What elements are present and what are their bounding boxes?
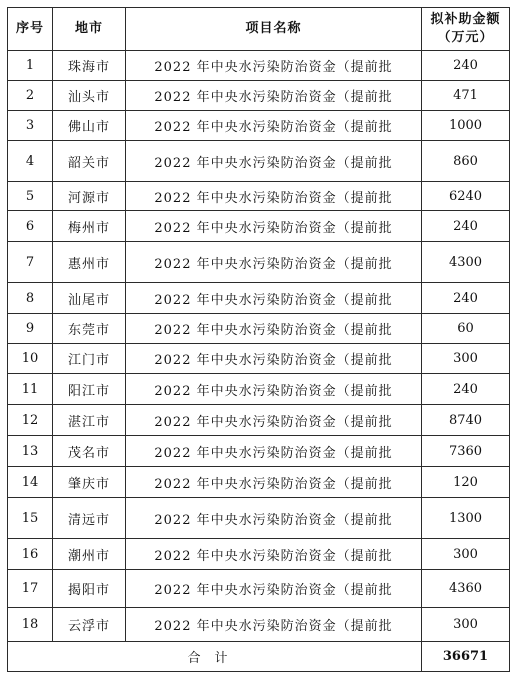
table-row: [8, 436, 510, 467]
row-city: 肇庆市: [53, 467, 126, 498]
row-city: 梅州市: [53, 211, 126, 242]
row-amount: 6240: [422, 182, 510, 211]
table-row: [8, 111, 510, 141]
row-index: 17: [8, 570, 53, 608]
row-index: 13: [8, 436, 53, 467]
row-index: 8: [8, 283, 53, 314]
row-index: 2: [8, 81, 53, 111]
row-index: 1: [8, 51, 53, 81]
row-project: 2022 年中央水污染防治资金（提前批: [126, 111, 422, 141]
row-index: 10: [8, 344, 53, 374]
row-project: 2022 年中央水污染防治资金（提前批: [126, 242, 422, 283]
row-amount: 860: [422, 141, 510, 182]
row-city: 茂名市: [53, 436, 126, 467]
row-index: 16: [8, 539, 53, 570]
table-row: [8, 141, 510, 182]
row-index: 9: [8, 314, 53, 344]
row-index: 3: [8, 111, 53, 141]
row-amount: 4360: [422, 570, 510, 608]
table-row: [8, 182, 510, 211]
row-amount: 240: [422, 211, 510, 242]
row-index: 11: [8, 374, 53, 405]
row-project: 2022 年中央水污染防治资金（提前批: [126, 539, 422, 570]
row-city: 潮州市: [53, 539, 126, 570]
row-index: 12: [8, 405, 53, 436]
table-row: [8, 81, 510, 111]
row-project: 2022 年中央水污染防治资金（提前批: [126, 314, 422, 344]
row-project: 2022 年中央水污染防治资金（提前批: [126, 467, 422, 498]
table-row: [8, 344, 510, 374]
row-index: 15: [8, 498, 53, 539]
table-row: [8, 374, 510, 405]
header-index: 序号: [8, 8, 53, 51]
row-amount: 4300: [422, 242, 510, 283]
row-city: 江门市: [53, 344, 126, 374]
table-row: [8, 51, 510, 81]
row-amount: 471: [422, 81, 510, 111]
row-project: 2022 年中央水污染防治资金（提前批: [126, 498, 422, 539]
row-amount: 8740: [422, 405, 510, 436]
row-index: 5: [8, 182, 53, 211]
row-city: 清远市: [53, 498, 126, 539]
row-index: 6: [8, 211, 53, 242]
row-amount: 300: [422, 344, 510, 374]
row-amount: 7360: [422, 436, 510, 467]
header-amount: [422, 8, 510, 51]
row-index: 18: [8, 608, 53, 642]
row-project: 2022 年中央水污染防治资金（提前批: [126, 344, 422, 374]
row-project: 2022 年中央水污染防治资金（提前批: [126, 405, 422, 436]
row-amount: 120: [422, 467, 510, 498]
row-amount: 300: [422, 608, 510, 642]
row-city: 佛山市: [53, 111, 126, 141]
table-row: [8, 467, 510, 498]
row-amount: 300: [422, 539, 510, 570]
row-project: 2022 年中央水污染防治资金（提前批: [126, 570, 422, 608]
row-city: 湛江市: [53, 405, 126, 436]
row-city: 揭阳市: [53, 570, 126, 608]
row-project: 2022 年中央水污染防治资金（提前批: [126, 374, 422, 405]
row-amount: 240: [422, 374, 510, 405]
header-row: [8, 8, 510, 51]
row-amount: 60: [422, 314, 510, 344]
row-city: 汕尾市: [53, 283, 126, 314]
row-amount: 240: [422, 51, 510, 81]
row-city: 韶关市: [53, 141, 126, 182]
total-row: [8, 642, 510, 672]
row-city: 汕头市: [53, 81, 126, 111]
row-index: 4: [8, 141, 53, 182]
table-row: [8, 608, 510, 642]
table-body: [8, 51, 510, 642]
table-row: [8, 539, 510, 570]
row-city: 阳江市: [53, 374, 126, 405]
table-row: [8, 498, 510, 539]
row-index: 7: [8, 242, 53, 283]
table-row: [8, 283, 510, 314]
row-project: 2022 年中央水污染防治资金（提前批: [126, 182, 422, 211]
row-project: 2022 年中央水污染防治资金（提前批: [126, 211, 422, 242]
table-row: [8, 211, 510, 242]
row-project: 2022 年中央水污染防治资金（提前批: [126, 283, 422, 314]
table-row: [8, 570, 510, 608]
header-amount-line1: 拟补助金额: [430, 12, 501, 27]
row-project: 2022 年中央水污染防治资金（提前批: [126, 608, 422, 642]
row-amount: 1000: [422, 111, 510, 141]
row-project: 2022 年中央水污染防治资金（提前批: [126, 141, 422, 182]
row-city: 惠州市: [53, 242, 126, 283]
row-city: 珠海市: [53, 51, 126, 81]
header-city: 地市: [53, 8, 126, 51]
row-index: 14: [8, 467, 53, 498]
row-project: 2022 年中央水污染防治资金（提前批: [126, 81, 422, 111]
row-amount: 240: [422, 283, 510, 314]
table-row: [8, 405, 510, 436]
row-amount: 1300: [422, 498, 510, 539]
funding-table: [7, 7, 510, 672]
table-row: [8, 242, 510, 283]
header-amount-line2: （万元）: [437, 30, 494, 45]
row-project: 2022 年中央水污染防治资金（提前批: [126, 51, 422, 81]
row-city: 云浮市: [53, 608, 126, 642]
row-city: 东莞市: [53, 314, 126, 344]
table-row: [8, 314, 510, 344]
row-project: 2022 年中央水污染防治资金（提前批: [126, 436, 422, 467]
total-amount: 36671: [422, 642, 510, 672]
total-label: 合计: [8, 642, 422, 672]
row-city: 河源市: [53, 182, 126, 211]
header-project: 项目名称: [126, 8, 422, 51]
